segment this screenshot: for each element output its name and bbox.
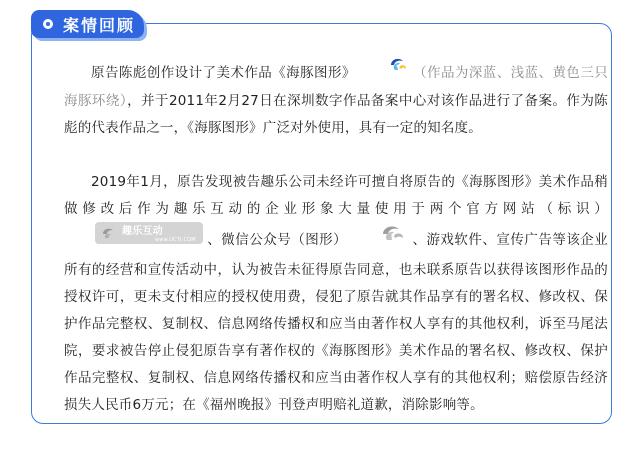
paragraph-2-text-1: 2019年1月，原告发现被告趣乐公司未经许可擅自将原告的《海豚图形》美术作品稍做修改后作为趣乐互动的企业形象大量使用于两个官方网站（标识） [64,174,608,217]
paragraph-1-text-end: ，并于2011年2月27日在深圳数字作品备案中心对该作品进行了备案。作为陈彪的代表作品之一，《海豚图形》广泛对外使用，具有一定的知名度。 [64,93,609,136]
section-tab [31,10,144,38]
bullet-icon [43,19,53,29]
gray-dolphin-icon [351,223,408,257]
dolphin-logo-icon [360,58,409,88]
logo-text: 趣乐互动 [122,226,163,237]
logo-url: www.UCTI.COM [155,237,196,243]
paragraph-2-text-2: 、微信公众号（图形） [207,232,348,248]
paragraph-1-text: 原告陈彪创作设计了美术作品《海豚图形》 [91,65,356,81]
paragraph-2 [64,169,608,419]
paragraph-2-text-3: 、游戏软件、宣传广告等该企业所有的经营和宣传活动中，认为被告未征得原告同意，也未联系原告以获得该图形作品的授权许可，更未支付相应的授权使用费，侵犯了原告就其作品享有的署名权、修改权、保护作品完整权、复制权、信息网络传播权和应当由著作权人享有的其他权利，诉至马尾法院，要求被告停止侵犯原告享有著作权的《海豚图形》美术作品的署名权、修改权、保护作品完整权、复制权、信息网络传播权和应当由著作权人享有的其他权利；赔偿原告经济损失人民币6万元；在《福州晚报》刊登声明赔礼道歉，消除影响等。 [64,232,608,413]
paragraph-1-description: （作品为深蓝、浅蓝、黄色三只海豚环绕） [64,65,608,109]
section-title: 案情回顾 [63,15,136,35]
case-content [64,58,608,419]
paragraph-1 [64,58,608,142]
qule-logo-image [68,224,203,256]
